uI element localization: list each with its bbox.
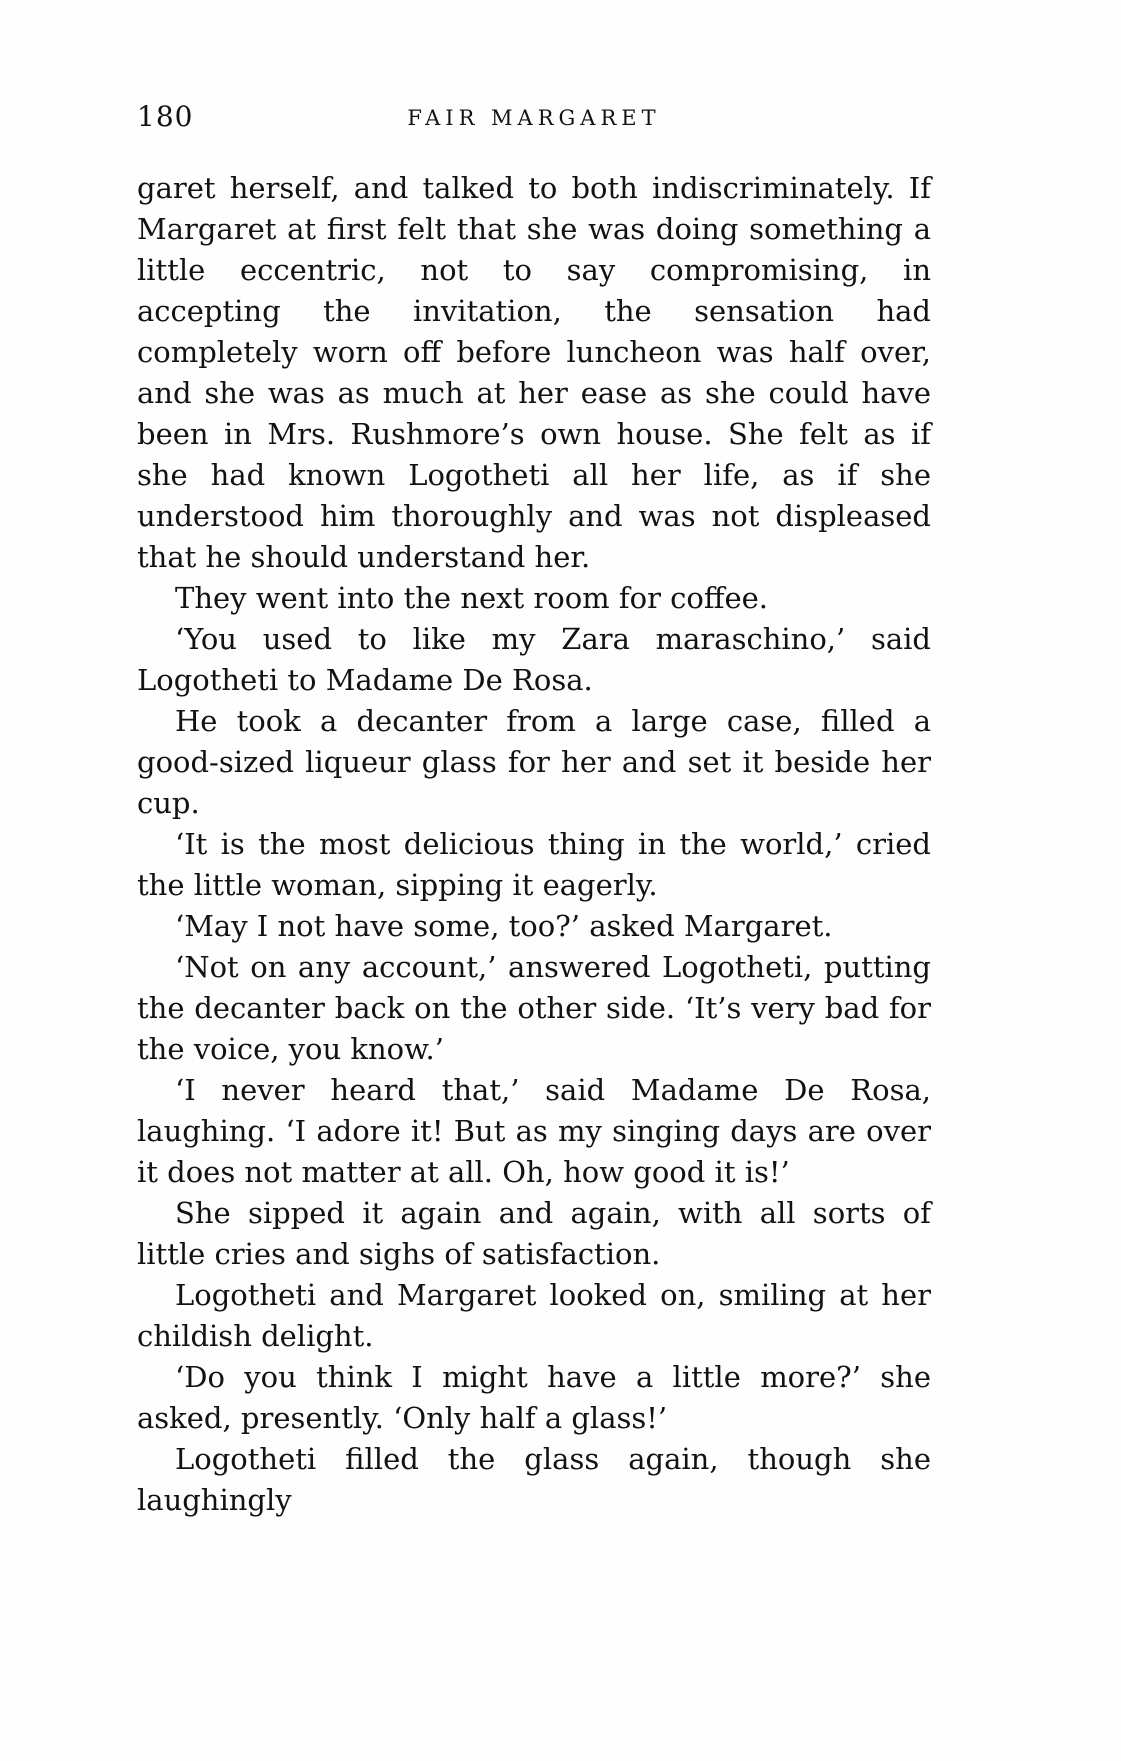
paragraph: They went into the next room for coffee. xyxy=(175,581,768,615)
paragraph: She sipped it again and again, with all sorts of little cries and sighs of satisfaction. xyxy=(137,1196,931,1271)
paragraph: ‘Not on any account,’ answered Logotheti, putting the decanter back on the other side. ‘It’s very bad for the voice, you know.’ xyxy=(137,950,931,1066)
paragraph: ‘Do you think I might have a little more?’ she asked, presently. ‘Only half a glass!’ xyxy=(137,1360,931,1435)
paragraph: ‘I never heard that,’ said Madame De Rosa, laughing. ‘I adore it! But as my singing days are over it does not matter at all. Oh, how good it is!’ xyxy=(137,1073,931,1189)
running-head: FAIR MARGARET xyxy=(407,106,661,130)
paragraph: ‘It is the most delicious thing in the world,’ cried the little woman, sipping it eagerly. xyxy=(137,827,931,902)
page-body xyxy=(137,168,931,1521)
page-number: 180 xyxy=(137,100,194,133)
paragraph: Logotheti filled the glass again, though she laughingly xyxy=(137,1442,931,1517)
page-header xyxy=(137,100,931,140)
paragraph: ‘May I not have some, too?’ asked Margaret. xyxy=(175,909,833,943)
paragraph: garet herself, and talked to both indiscriminately. If Margaret at first felt that she was doing something a little eccentric, not to say compromising, in accepting the invitation, the sensation had completely worn off before luncheon was half over, and she was as much at her ease as she could have been in Mrs. Rushmore’s own house. She felt as if she had known Logotheti all her life, as if she understood him thoroughly and was not displeased that he should understand her. xyxy=(137,171,931,574)
paragraph: He took a decanter from a large case, filled a good-sized liqueur glass for her and set it beside her cup. xyxy=(137,704,931,820)
paragraph: ‘You used to like my Zara maraschino,’ said Logotheti to Madame De Rosa. xyxy=(137,622,931,697)
paragraph: Logotheti and Margaret looked on, smiling at her childish delight. xyxy=(137,1278,931,1353)
